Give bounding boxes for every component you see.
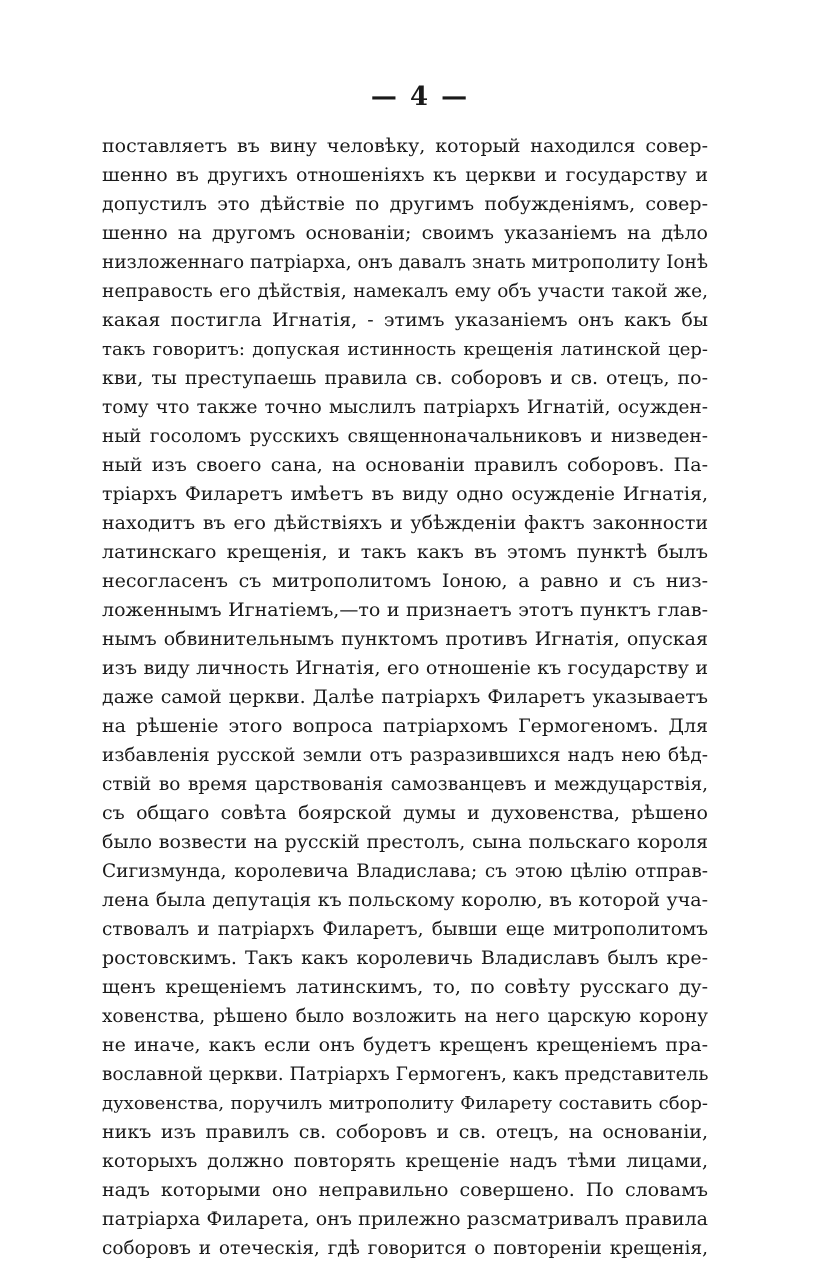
text-line: щенъ крещеніемъ латинскимъ, то, по совѣту русскаго ду- <box>102 976 708 998</box>
text-line: изъ виду личность Игнатія, его отношеніе къ государству и <box>102 657 708 679</box>
text-line: находитъ въ его дѣйствіяхъ и убѣжденіи фактъ законности <box>102 512 708 534</box>
text-line: не иначе, какъ если онъ будетъ крещенъ крещеніемъ пра- <box>102 1034 708 1056</box>
text-line: надъ которыми оно неправильно совершено. По словамъ <box>102 1179 708 1201</box>
text-line: ховенства, рѣшено было возложить на него царскую корону <box>102 1006 708 1027</box>
text-line: тому что также точно мыслилъ патріархъ Игнатій, осужден- <box>102 397 708 418</box>
text-line: духовенства, поручилъ митрополиту Филарету составить сбор- <box>102 1093 708 1114</box>
text-line: неправость его дѣйствія, намекалъ ему объ участи такой же, <box>102 281 708 302</box>
text-line: ный изъ своего сана, на основаніи правилъ соборовъ. Па- <box>102 454 708 476</box>
text-line: лена была депутація къ польскому королю, въ которой уча- <box>102 889 708 911</box>
text-line: которыхъ должно повторять крещеніе надъ тѣми лицами, <box>102 1150 708 1172</box>
text-line: тріархъ Филаретъ имѣетъ въ виду одно осужденіе Игнатія, <box>102 483 708 505</box>
text-line: ный госоломъ русскихъ священноначальниковъ и низведен- <box>102 426 708 447</box>
text-line: такъ говоритъ: допуская истинность крещенія латинской цер- <box>102 339 708 360</box>
page-number: — 4 — <box>370 82 470 112</box>
text-line: допустилъ это дѣйствіе по другимъ побужденіямъ, совер- <box>102 193 708 215</box>
text-line: даже самой церкви. Далѣе патріархъ Филаретъ указываетъ <box>102 686 708 708</box>
text-line: на рѣшеніе этого вопроса патріархомъ Гермогеномъ. Для <box>102 715 708 737</box>
text-line: низложеннаго патріарха, онъ давалъ знать митрополиту Іонѣ <box>102 252 708 273</box>
text-line: шенно въ другихъ отношеніяхъ къ церкви и государству и <box>102 164 708 186</box>
text-line: какая постигла Игнатія, - этимъ указаніемъ онъ какъ бы <box>102 309 708 331</box>
text-line: никъ изъ правилъ св. соборовъ и св. отецъ, на основаніи, <box>102 1121 708 1143</box>
text-line: съ общаго совѣта боярской думы и духовенства, рѣшено <box>102 802 708 824</box>
text-line: кви, ты преступаешь правила св. соборовъ и св. отецъ, по- <box>102 367 708 389</box>
text-line: избавленія русской земли отъ разразившихся надъ нею бѣд- <box>102 745 708 766</box>
text-line: вославной церкви. Патріархъ Гермогенъ, какъ представитель <box>102 1064 708 1085</box>
text-line: нымъ обвинительнымъ пунктомъ противъ Игнатія, опуская <box>102 628 708 650</box>
text-line: несогласенъ съ митрополитомъ Іоною, а равно и съ низ- <box>102 570 708 592</box>
text-line: поставляетъ въ вину человѣку, который находился совер- <box>102 135 708 157</box>
text-line: ствовалъ и патріархъ Филаретъ, бывши еще митрополитомъ <box>102 919 708 940</box>
text-line: латинскаго крещенія, и такъ какъ въ этомъ пунктѣ былъ <box>102 541 708 563</box>
body-text <box>102 132 708 1263</box>
text-line: ложеннымъ Игнатіемъ,—то и признаетъ этотъ пунктъ глав- <box>102 599 708 621</box>
text-line: шенно на другомъ основаніи; своимъ указаніемъ на дѣло <box>102 222 708 244</box>
text-line: ростовскимъ. Такъ какъ королевичь Владиславъ былъ кре- <box>102 947 708 969</box>
text-line: патріарха Филарета, онъ прилежно разсматривалъ правила <box>102 1208 708 1230</box>
text-line: было возвести на русскій престолъ, сына польскаго короля <box>102 831 708 853</box>
text-line: соборовъ и отеческія, гдѣ говорится о повтореніи крещенія, <box>102 1238 708 1259</box>
text-line: ствій во время царствованія самозванцевъ и междуцарствія, <box>102 774 708 795</box>
text-line: Сигизмунда, королевича Владислава; съ этою цѣлію отправ- <box>102 861 708 882</box>
